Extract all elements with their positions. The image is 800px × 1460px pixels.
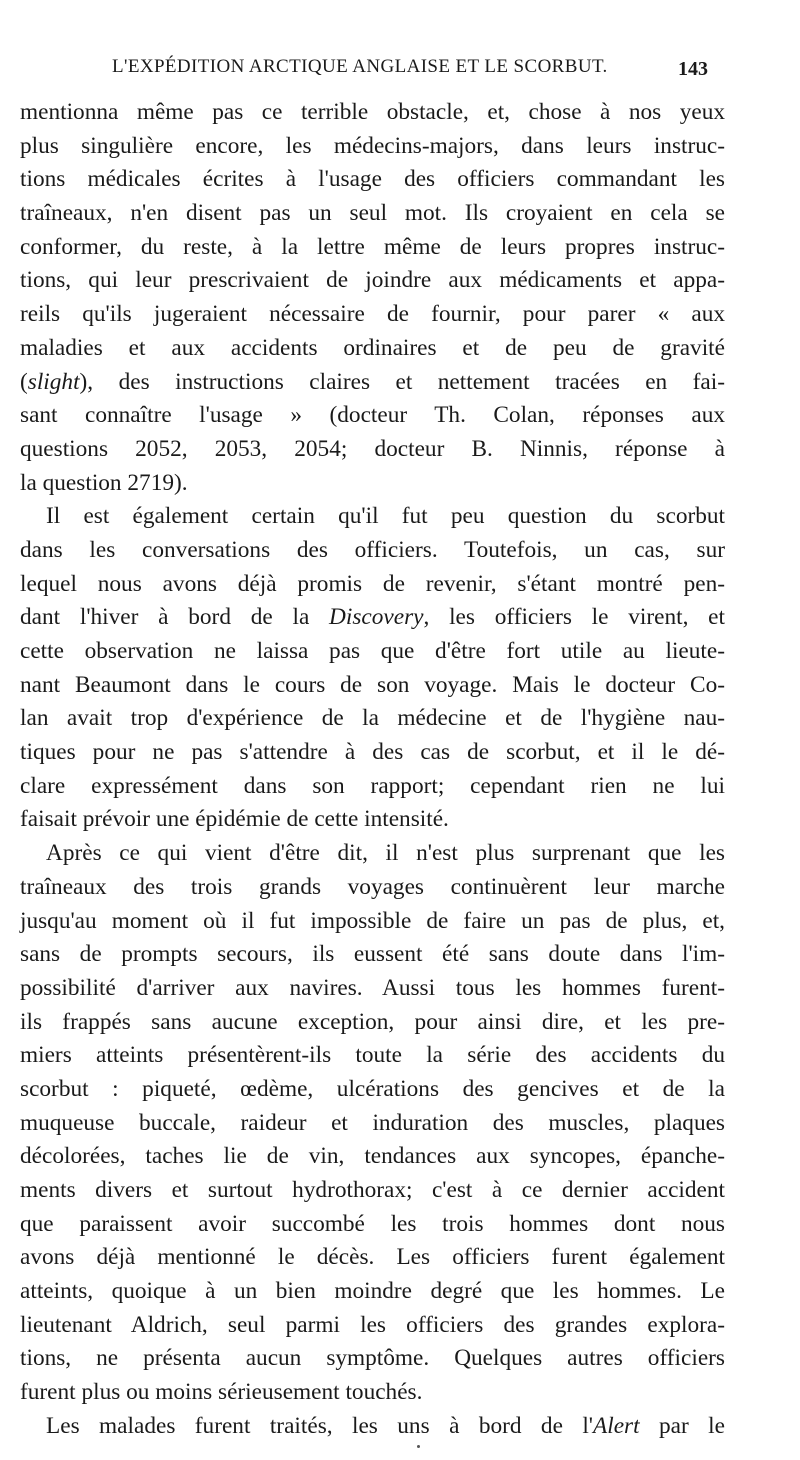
text-line: tions médicales écrites à l'usage des officiers commandant les: [20, 166, 725, 193]
text-line: ils frappés sans aucune exception, pour ainsi dire, et les pre-: [20, 1008, 725, 1035]
text-line: cette observation ne laissa pas que d'être fort utile au lieute-: [20, 638, 725, 664]
text-line: la question 2719).: [20, 469, 188, 496]
text-line: reils qu'ils jugeraient nécessaire de fournir, pour parer « aux: [20, 301, 725, 328]
text-line: traîneaux, n'en disent pas un seul mot. Ils croyaient en cela se: [20, 200, 725, 227]
text-line: Les malades furent traités, les uns à bord de l'Alert par le: [46, 1412, 725, 1439]
text-line: miers atteints présentèrent-ils toute la série des accidents du: [20, 1042, 725, 1069]
text-line: traîneaux des trois grands voyages continuèrent leur marche: [20, 873, 725, 900]
text-line: sans de prompts secours, ils eussent été sans doute dans l'im-: [20, 941, 725, 968]
text-line: nant Beaumont dans le cours de son voyage. Mais le docteur Co-: [20, 671, 725, 698]
text-line: dans les conversations des officiers. Toutefois, un cas, sur: [20, 536, 725, 563]
text-line: atteints, quoique à un bien moindre degré que les hommes. Le: [20, 1278, 725, 1305]
text-line: questions 2052, 2053, 2054; docteur B. Ninnis, réponse à: [20, 435, 725, 462]
text-line: (slight), des instructions claires et nettement tracées en fai-: [20, 368, 725, 395]
text-line: lieutenant Aldrich, seul parmi les officiers des grandes explora-: [20, 1311, 725, 1338]
text-line: que paraissent avoir succombé les trois hommes dont nous: [20, 1210, 725, 1237]
text-line: Il est également certain qu'il fut peu question du scorbut: [46, 503, 725, 530]
text-line: plus singulière encore, les médecins-majors, dans leurs instruc-: [20, 132, 725, 159]
text-line: scorbut : piqueté, œdème, ulcérations des gencives et de la: [20, 1075, 725, 1102]
text-line: ments divers et surtout hydrothorax; c'est à ce dernier accident: [20, 1177, 725, 1203]
text-line: décolorées, taches lie de vin, tendances aux syncopes, épanche-: [20, 1143, 725, 1170]
text-line: Après ce qui vient d'être dit, il n'est plus surprenant que les: [46, 840, 725, 867]
text-line: muqueuse buccale, raideur et induration des muscles, plaques: [20, 1109, 725, 1136]
text-line: clare expressément dans son rapport; cependant rien ne lui: [20, 772, 725, 799]
running-head: L'EXPÉDITION ARCTIQUE ANGLAISE ET LE SCORBUT.: [112, 56, 608, 77]
text-line: lan avait trop d'expérience de la médecine et de l'hygiène nau-: [20, 705, 725, 732]
text-line: dant l'hiver à bord de la Discovery, les officiers le virent, et: [20, 604, 725, 631]
text-line: lequel nous avons déjà promis de revenir, s'étant montré pen-: [20, 570, 725, 597]
text-line: sant connaître l'usage » (docteur Th. Colan, réponses aux: [20, 402, 725, 429]
text-line: mentionna même pas ce terrible obstacle, et, chose à nos yeux: [20, 99, 725, 125]
text-line: avons déjà mentionné le décès. Les officiers furent également: [20, 1244, 725, 1271]
text-line: tions, ne présenta aucun symptôme. Quelques autres officiers: [20, 1345, 725, 1372]
text-line: conformer, du reste, à la lettre même de leurs propres instruc-: [20, 233, 725, 260]
text-line: tions, qui leur prescrivaient de joindre aux médicaments et appa-: [20, 267, 725, 294]
body-text: [20, 96, 725, 1444]
ink-speck: [417, 1445, 420, 1448]
text-line: furent plus ou moins sérieusement touchés.: [20, 1379, 423, 1406]
text-line: faisait prévoir une épidémie de cette intensité.: [20, 806, 449, 833]
text-line: jusqu'au moment où il fut impossible de faire un pas de plus, et,: [20, 907, 725, 934]
text-line: possibilité d'arriver aux navires. Aussi tous les hommes furent-: [20, 974, 725, 1001]
page-number: 143: [678, 58, 708, 80]
text-line: tiques pour ne pas s'attendre à des cas de scorbut, et il le dé-: [20, 739, 725, 766]
text-line: maladies et aux accidents ordinaires et de peu de gravité: [20, 334, 725, 361]
